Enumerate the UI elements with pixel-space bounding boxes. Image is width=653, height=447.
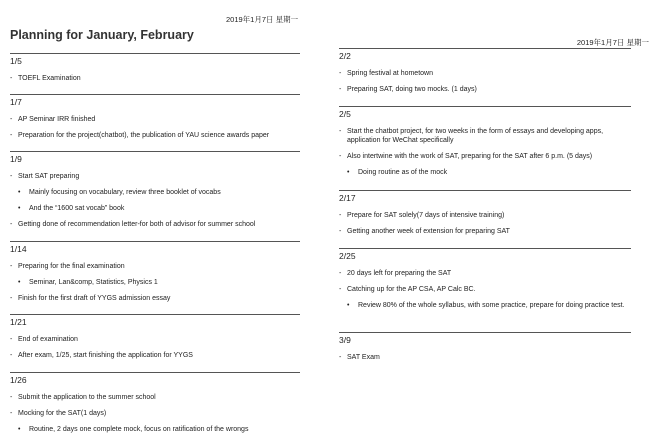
list-item: - TOEFL Examination bbox=[10, 74, 300, 83]
sub-list-item: • Review 80% of the whole syllabus, with some practice, prepare for doing practice test. bbox=[339, 301, 631, 310]
list-item: - 20 days left for preparing the SAT bbox=[339, 269, 631, 278]
list-item: - Getting another week of extension for preparing SAT bbox=[339, 227, 631, 236]
section-divider bbox=[10, 151, 300, 152]
section-1-9 bbox=[10, 151, 300, 229]
list-item: - Finish for the first draft of YYGS admission essay bbox=[10, 294, 300, 303]
section-divider bbox=[10, 94, 300, 95]
section-date: 1/26 bbox=[10, 375, 27, 385]
section-2-2 bbox=[339, 48, 631, 94]
list-item: - Submit the application to the summer school bbox=[10, 393, 300, 402]
list-item: - Start the chatbot project, for two weeks in the form of essays and developing apps, application for WeChat specifically bbox=[339, 127, 631, 145]
section-date: 3/9 bbox=[339, 335, 351, 345]
header-date-right: 2019年1月7日 星期一 bbox=[576, 38, 649, 47]
list-item: - End of examination bbox=[10, 335, 300, 344]
section-divider bbox=[339, 248, 631, 249]
list-item: - After exam, 1/25, start finishing the application for YYGS bbox=[10, 351, 300, 360]
section-3-9 bbox=[339, 332, 631, 362]
section-divider bbox=[10, 53, 300, 54]
header-date-left: 2019年1月7日 星期一 bbox=[226, 15, 299, 24]
section-1-5 bbox=[10, 53, 300, 83]
sub-list-item: • Routine, 2 days one complete mock, focus on ratification of the wrongs bbox=[10, 425, 300, 434]
section-date: 1/7 bbox=[10, 97, 22, 107]
list-item: - Mocking for the SAT(1 days) bbox=[10, 409, 300, 418]
section-date: 2/25 bbox=[339, 251, 356, 261]
section-divider bbox=[339, 190, 631, 191]
page-title: Planning for January, February bbox=[10, 28, 194, 42]
list-item: - AP Seminar IRR finished bbox=[10, 115, 300, 124]
list-item: - Catching up for the AP CSA, AP Calc BC. bbox=[339, 285, 631, 294]
list-item: - Preparation for the project(chatbot), the publication of YAU science awards paper bbox=[10, 131, 300, 140]
section-divider bbox=[339, 106, 631, 107]
sub-list-item: • And the “1600 sat vocab” book bbox=[10, 204, 300, 213]
list-item: - SAT Exam bbox=[339, 353, 631, 362]
sub-list-item: • Seminar, Lan&comp, Statistics, Physics 1 bbox=[10, 278, 300, 287]
section-date: 2/5 bbox=[339, 109, 351, 119]
section-date: 2/2 bbox=[339, 51, 351, 61]
list-item: - Spring festival at hometown bbox=[339, 69, 631, 78]
section-date: 1/5 bbox=[10, 56, 22, 66]
list-item: - Getting done of recommendation letter-for both of advisor for summer school bbox=[10, 220, 300, 229]
sub-list-item: • Mainly focusing on vocabulary, review three booklet of vocabs bbox=[10, 188, 300, 197]
section-divider bbox=[10, 241, 300, 242]
section-divider bbox=[339, 332, 631, 333]
section-date: 1/9 bbox=[10, 154, 22, 164]
section-divider bbox=[10, 372, 300, 373]
list-item: - Preparing SAT, doing two mocks. (1 days) bbox=[339, 85, 631, 94]
section-1-7 bbox=[10, 94, 300, 140]
section-date: 1/21 bbox=[10, 317, 27, 327]
section-2-25 bbox=[339, 248, 631, 310]
section-1-14 bbox=[10, 241, 300, 303]
sub-list-item: • Doing routine as of the mock bbox=[339, 168, 631, 177]
section-divider bbox=[339, 48, 631, 49]
section-divider bbox=[10, 314, 300, 315]
list-item: - Start SAT preparing bbox=[10, 172, 300, 181]
list-item: - Also intertwine with the work of SAT, preparing for the SAT after 6 p.m. (5 days) bbox=[339, 152, 631, 161]
list-item: - Prepare for SAT solely(7 days of intensive training) bbox=[339, 211, 631, 220]
section-1-21 bbox=[10, 314, 300, 360]
section-2-17 bbox=[339, 190, 631, 236]
section-1-26 bbox=[10, 372, 300, 434]
section-2-5 bbox=[339, 106, 631, 177]
section-date: 1/14 bbox=[10, 244, 27, 254]
section-date: 2/17 bbox=[339, 193, 356, 203]
list-item: - Preparing for the final examination bbox=[10, 262, 300, 271]
